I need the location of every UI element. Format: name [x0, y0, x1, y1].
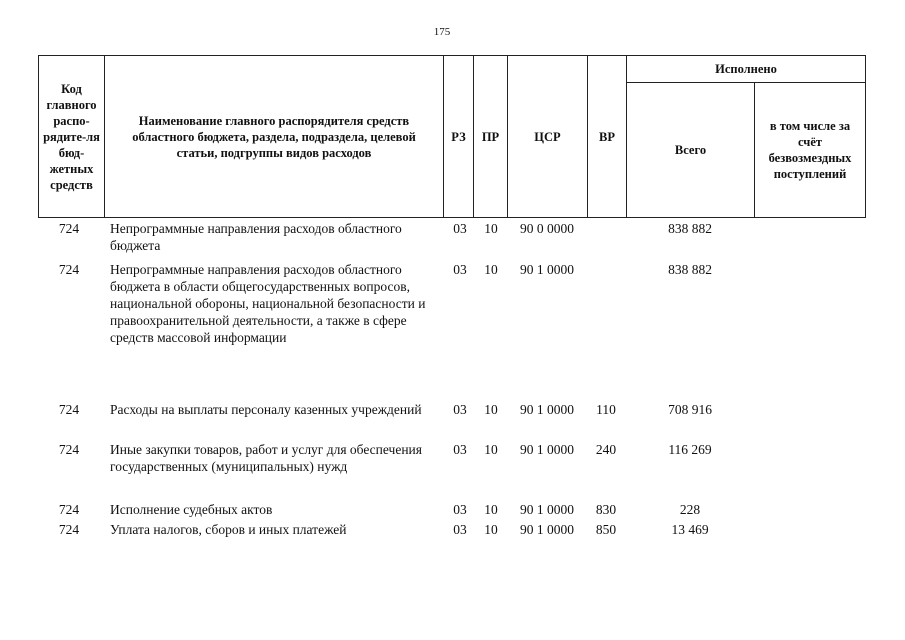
header-vr: ВР [599, 129, 615, 144]
cell-code: 724 [58, 502, 80, 517]
header-code: Код главного распо-рядите-ля бюд-жетных средств [43, 81, 100, 192]
header-executed: Исполнено [715, 62, 777, 76]
cell-total: 708 916 [668, 402, 712, 417]
cell-name: Непрограммные направления расходов областного бюджета [110, 221, 402, 253]
header-csr: ЦСР [534, 129, 561, 144]
cell-rz: 03 [453, 262, 467, 277]
cell-rz: 03 [453, 522, 467, 537]
cell-code: 724 [58, 221, 80, 236]
cell-name: Уплата налогов, сборов и иных платежей [110, 522, 347, 537]
cell-rz: 03 [453, 402, 467, 417]
cell-vr: 240 [595, 442, 617, 457]
cell-code: 724 [58, 402, 80, 417]
header-pr: ПР [481, 129, 500, 144]
cell-total: 838 882 [668, 262, 712, 277]
header-total: Всего [674, 143, 707, 157]
cell-name: Непрограммные направления расходов областного бюджета в области общегосударственных вопросов, национальной обороны, национальной безопасности и правоохранительной деятельности, а также в сфере средств массовой информации [110, 262, 426, 345]
cell-rz: 03 [453, 221, 467, 236]
cell-pr: 10 [484, 502, 498, 517]
cell-total: 228 [679, 502, 701, 517]
page-number: 175 [433, 26, 451, 38]
cell-code: 724 [58, 522, 80, 537]
cell-csr: 90 1 0000 [520, 442, 574, 457]
cell-csr: 90 0 0000 [520, 221, 574, 236]
cell-csr: 90 1 0000 [520, 522, 574, 537]
cell-csr: 90 1 0000 [520, 262, 574, 277]
cell-csr: 90 1 0000 [520, 502, 574, 517]
cell-name: Расходы на выплаты персоналу казенных учреждений [110, 402, 422, 417]
header-free-receipts: в том числе за счёт безвозмездных поступлений [768, 119, 852, 181]
cell-pr: 10 [484, 221, 498, 236]
cell-code: 724 [58, 262, 80, 277]
cell-total: 838 882 [668, 221, 712, 236]
header-name: Наименование главного распорядителя средств областного бюджета, раздела, подраздела, целевой статьи, подгруппы видов расходов [132, 113, 416, 160]
cell-name: Исполнение судебных актов [110, 502, 273, 517]
cell-total: 116 269 [668, 442, 712, 457]
cell-pr: 10 [484, 402, 498, 417]
cell-rz: 03 [453, 502, 467, 517]
cell-pr: 10 [484, 442, 498, 457]
cell-csr: 90 1 0000 [520, 402, 574, 417]
header-rz: РЗ [451, 129, 466, 144]
cell-pr: 10 [484, 522, 498, 537]
cell-total: 13 469 [671, 522, 709, 537]
table-header [38, 55, 866, 218]
cell-code: 724 [58, 442, 80, 457]
cell-rz: 03 [453, 442, 467, 457]
cell-vr: 110 [596, 402, 616, 417]
cell-vr: 830 [595, 502, 617, 517]
cell-name: Иные закупки товаров, работ и услуг для обеспечения государственных (муниципальных) нужд [110, 442, 422, 474]
cell-pr: 10 [484, 262, 498, 277]
cell-vr: 850 [595, 522, 617, 537]
